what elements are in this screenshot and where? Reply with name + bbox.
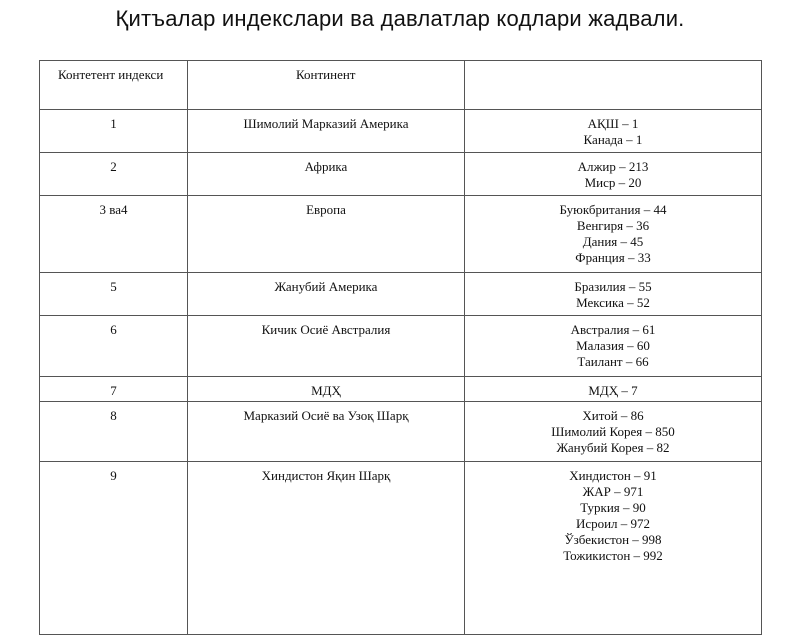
- country-code: ЖАР – 971: [582, 484, 644, 499]
- cell-countries: [465, 273, 762, 316]
- table-row: [40, 316, 762, 377]
- cell-continent: Шимолий Марказий Америка: [188, 110, 465, 153]
- cell-countries: [465, 402, 762, 462]
- header-codes: [465, 61, 762, 110]
- header-continent: Континент: [188, 61, 465, 110]
- country-code: Ўзбекистон – 998: [564, 532, 662, 547]
- cell-countries: [465, 377, 762, 402]
- country-code: Мексика – 52: [576, 295, 650, 310]
- country-code: Венгиря – 36: [576, 218, 650, 233]
- cell-countries: [465, 110, 762, 153]
- cell-countries: [465, 153, 762, 196]
- cell-continent: Европа: [188, 196, 465, 273]
- cell-countries: [465, 196, 762, 273]
- cell-countries: [465, 462, 762, 635]
- cell-continent: Хиндистон Яқин Шарқ: [188, 462, 465, 635]
- country-code: МДҲ – 7: [588, 383, 638, 398]
- table-row: [40, 462, 762, 635]
- table-row: [40, 153, 762, 196]
- cell-index: 8: [40, 402, 188, 462]
- cell-continent: МДҲ: [188, 377, 465, 402]
- cell-continent: Марказий Осиё ва Узоқ Шарқ: [188, 402, 465, 462]
- country-code: Таилант – 66: [577, 354, 649, 369]
- cell-index: 2: [40, 153, 188, 196]
- country-code: Хиндистон – 91: [569, 468, 657, 483]
- cell-index: 7: [40, 377, 188, 402]
- table-row: [40, 273, 762, 316]
- table-row: [40, 377, 762, 402]
- cell-continent: Жанубий Америка: [188, 273, 465, 316]
- country-code: Буюкбритания – 44: [559, 202, 667, 217]
- country-code: Канада – 1: [583, 132, 643, 147]
- header-index: Контетент индекси: [40, 61, 188, 110]
- table-row: [40, 196, 762, 273]
- cell-index: 9: [40, 462, 188, 635]
- cell-index: 1: [40, 110, 188, 153]
- country-code: Миср – 20: [584, 175, 642, 190]
- cell-countries: [465, 316, 762, 377]
- country-code: Бразилия – 55: [574, 279, 652, 294]
- cell-continent: Кичик Осиё Австралия: [188, 316, 465, 377]
- country-code: Жанубий Корея – 82: [556, 440, 670, 455]
- cell-continent: Африка: [188, 153, 465, 196]
- table-row: [40, 402, 762, 462]
- codes-table: [39, 60, 762, 635]
- cell-index: 5: [40, 273, 188, 316]
- country-code: Тожикистон – 992: [563, 548, 663, 563]
- country-code: Шимолий Корея – 850: [551, 424, 675, 439]
- country-code: Малазия – 60: [576, 338, 650, 353]
- page-title: Қитъалар индекслари ва давлатлар кодлари жадвали.: [115, 6, 685, 31]
- cell-index: 6: [40, 316, 188, 377]
- table-header-row: [40, 61, 762, 110]
- cell-index: 3 ва4: [40, 196, 188, 273]
- country-code: Туркия – 90: [580, 500, 646, 515]
- country-code: Исроил – 972: [575, 516, 651, 531]
- table-row: [40, 110, 762, 153]
- country-code: Франция – 33: [575, 250, 651, 265]
- country-code: АҚШ – 1: [587, 116, 639, 131]
- country-code: Австралия – 61: [570, 322, 656, 337]
- country-code: Алжир – 213: [577, 159, 649, 174]
- country-code: Дания – 45: [582, 234, 644, 249]
- country-code: Хитой – 86: [582, 408, 644, 423]
